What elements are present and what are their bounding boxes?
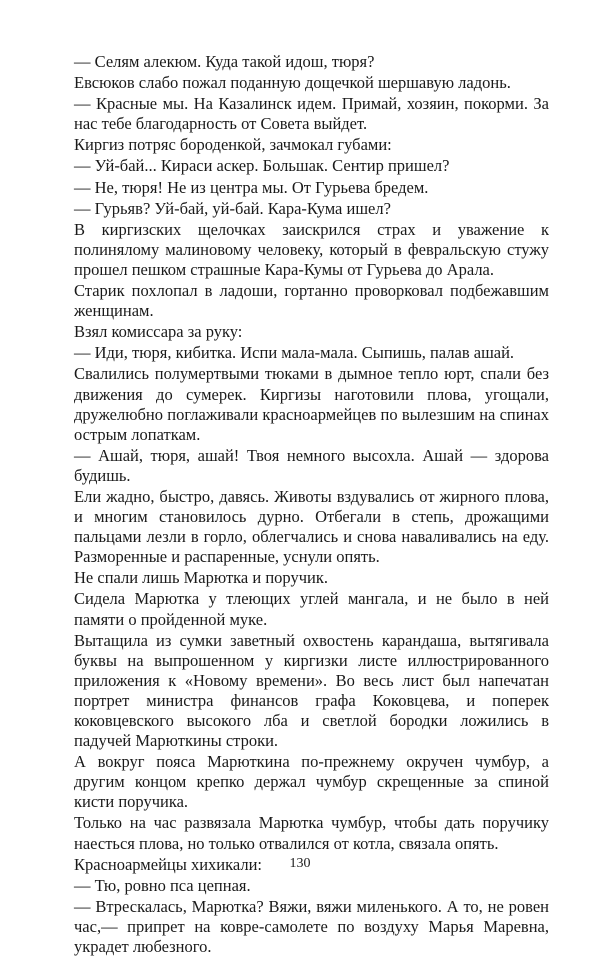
paragraph: — Гурьяв? Уй-бай, уй-бай. Кара-Кума ишел?: [74, 198, 391, 218]
paragraph: Не спали лишь Марютка и поручик.: [74, 568, 328, 588]
paragraph: Только на час развязала Марютка чумбур, чтобы дать поручику наесться плова, но только отвалился от котла, связала опять.: [74, 813, 549, 853]
paragraph: Свалились полумертвыми тюками в дымное тепло юрт, спали без движения до сумерек. Киргизы наготовили плова, угощали, дружелюбно поглаживали красноармейцев по вылезшим на спинах острым лопаткам.: [74, 364, 549, 444]
paragraph: А вокруг пояса Марюткина по-прежнему окручен чумбур, а другим концом крепко держал чумбур скрещенные за спиной кисти поручика.: [74, 752, 549, 812]
paragraph: — Селям алекюм. Куда такой идош, тюря?: [74, 52, 375, 71]
paragraph: Ели жадно, быстро, давясь. Животы вздувались от жирного плова, и многим становилось дурно. Отбегали в степь, дрожащими пальцами лезли в горло, облегчались и снова наваливались на еду. Разморенные и распаренные, уснули опять.: [74, 486, 549, 567]
paragraph: Красноармейцы хихикали:: [74, 854, 262, 874]
paragraph: — Тю, ровно пса цепная.: [74, 875, 251, 895]
paragraph: — Уй-бай... Кираси аскер. Большак. Сентир пришел?: [74, 156, 450, 176]
paragraph: — Иди, тюря, кибитка. Испи мала-мала. Сыпишь, палав ашай.: [74, 343, 515, 363]
paragraph: — Не, тюря! Не из центра мы. От Гурьева бредем.: [74, 177, 429, 197]
paragraph: Евсюков слабо пожал поданную дощечкой шершавую ладонь.: [74, 73, 511, 93]
paragraph: — Втрескалась, Марютка? Вяжи, вяжи миленького. А то, не ровен час,— припрет на ковре-самолете по воздуху Марья Маревна, украдет любезного.: [74, 896, 549, 957]
page-number: 130: [289, 856, 311, 871]
paragraph: Сидела Марютка у тлеющих углей мангала, и не было в ней памяти о пройденной муке.: [74, 589, 549, 629]
paragraph: — Ашай, тюря, ашай! Твоя немного высохла. Ашай — здорова будишь.: [74, 445, 549, 485]
paragraph: Вытащила из сумки заветный охвостень карандаша, вытягивала буквы на выпрошенном у киргизки листе иллюстрированного приложения к «Новому времени». Во весь лист был напечатан портрет министра финансов графа Коковцева, и поперек коковцевского высокого лба и светлой бородки ложились в падучей Марюткины строки.: [74, 630, 549, 751]
paragraph: Старик похлопал в ладоши, гортанно проворковал подбежавшим женщинам.: [74, 281, 549, 321]
paragraph: Киргиз потряс бороденкой, зачмокал губами:: [74, 135, 392, 155]
body-text: [74, 52, 549, 958]
paragraph: Взял комиссара за руку:: [74, 322, 243, 342]
paragraph: В киргизских щелочках заискрился страх и уважение к полинялому малиновому человеку, который в февральскую стужу прошел пешком страшные Кара-Кумы от Гурьева до Арала.: [74, 219, 549, 279]
paragraph: — Красные мы. На Казалинск идем. Примай, хозяин, покорми. За нас тебе благодарность от Совета выйдет.: [74, 94, 549, 134]
